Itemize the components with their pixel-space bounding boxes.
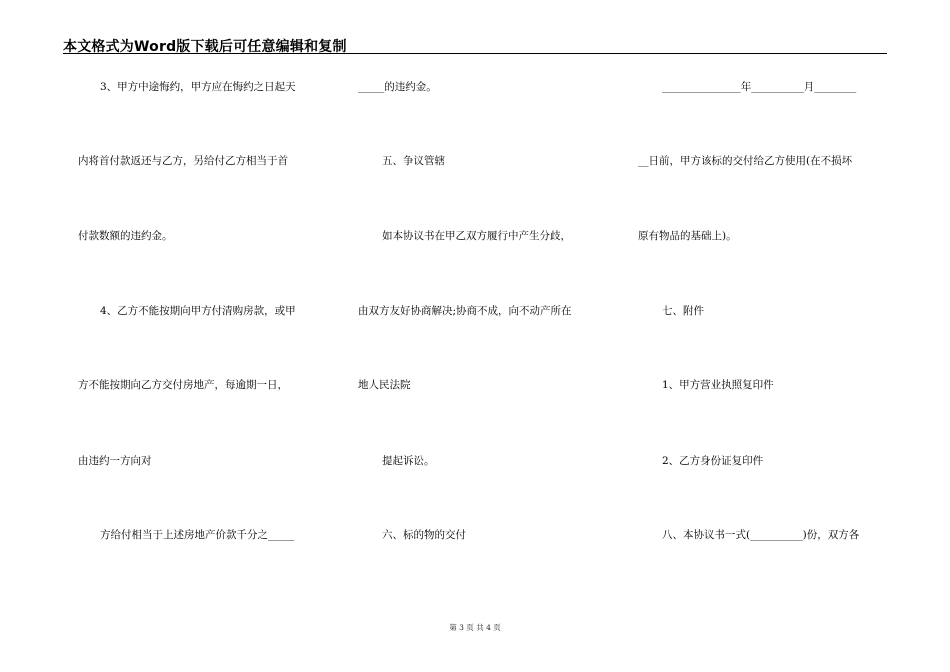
left-line-1: 3、甲方中途悔约，甲方应在悔约之日起天: [100, 81, 296, 93]
right-line-3: 原有物品的基础上)。: [638, 230, 737, 242]
middle-line-7: 六、标的物的交付: [382, 529, 466, 541]
document-header-title: 本文格式为Word版下载后可任意编辑和复制: [63, 39, 347, 55]
middle-line-6: 提起诉讼。: [382, 455, 435, 467]
left-line-4: 4、乙方不能按期向甲方付清购房款，或甲: [100, 305, 296, 317]
middle-line-2: 五、争议管辖: [382, 155, 445, 167]
right-line-2: __日前，甲方该标的交付给乙方使用(在不损坏: [638, 155, 853, 167]
middle-line-1: _____的违约金。: [358, 81, 437, 93]
right-line-6: 2、乙方身份证复印件: [662, 455, 764, 467]
page-number-footer: 第 3 页 共 4 页: [449, 623, 501, 632]
right-line-1: _______________年__________月________: [662, 81, 857, 93]
left-line-2: 内将首付款返还与乙方，另给付乙方相当于首: [78, 155, 288, 167]
middle-line-3: 如本协议书在甲乙双方履行中产生分歧，: [382, 230, 571, 242]
left-line-5: 方不能按期向乙方交付房地产，每逾期一日，: [78, 379, 288, 391]
left-line-7: 方给付相当于上述房地产价款千分之_____: [100, 529, 295, 541]
right-line-7: 八、本协议书一式(__________)份，双方各: [662, 529, 860, 541]
left-line-3: 付款数额的违约金。: [78, 230, 173, 242]
right-line-5: 1、甲方营业执照复印件: [662, 379, 774, 391]
right-line-4: 七、附件: [662, 305, 704, 317]
middle-line-4: 由双方友好协商解决;协商不成，向不动产所在: [358, 305, 572, 317]
middle-line-5: 地人民法院: [358, 379, 411, 391]
header-divider: [63, 53, 887, 54]
left-line-6: 由违约一方向对: [78, 455, 152, 467]
